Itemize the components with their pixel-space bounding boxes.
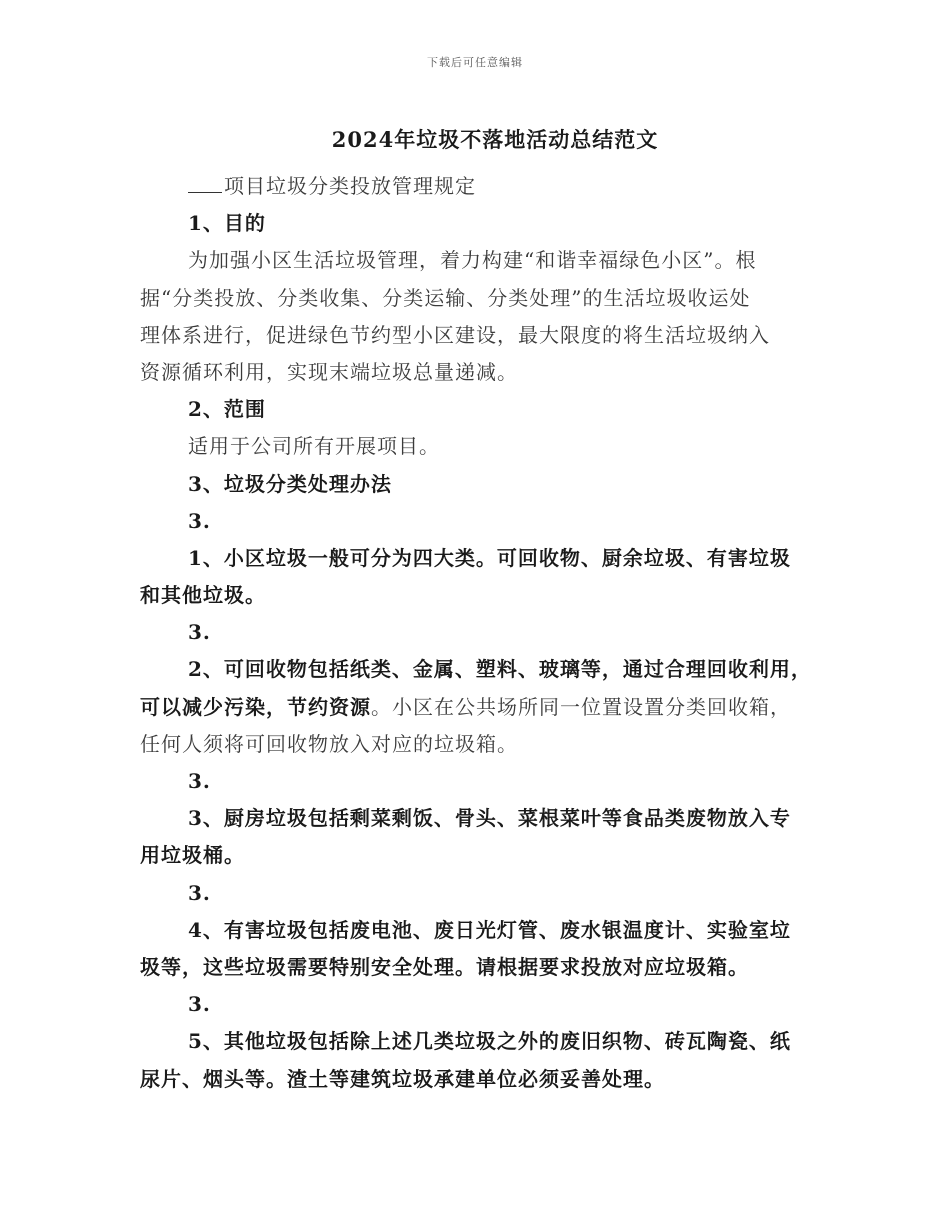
paragraph-line: 2、可回收物包括纸类、金属、塑料、玻璃等，通过合理回收利用， [188, 657, 812, 682]
section-heading-methods: 3、垃圾分类处理办法 [188, 471, 392, 496]
subsection-number: 3. [188, 620, 211, 645]
regulation-heading-text: 项目垃圾分类投放管理规定 [224, 174, 476, 198]
paragraph-line: 据“分类投放、分类收集、分类运输、分类处理”的生活垃圾收运处 [140, 285, 751, 310]
bold-text: 可以减少污染，节约资源 [140, 694, 371, 719]
regulation-heading [140, 168, 812, 205]
paragraph-line: 5、其他垃圾包括除上述几类垃圾之外的废旧织物、砖瓦陶瓷、纸 [188, 1029, 791, 1054]
document-title: 2024年垃圾不落地活动总结范文 [331, 127, 659, 152]
regular-text: 。小区在公共场所同一位置设置分类回收箱， [371, 694, 791, 719]
paragraph-line: 为加强小区生活垃圾管理，着力构建“和谐幸福绿色小区”。根 [188, 248, 757, 273]
paragraph-line: 1、小区垃圾一般可分为四大类。可回收物、厨余垃圾、有害垃圾 [188, 545, 791, 570]
section-heading-scope: 2、范围 [188, 397, 266, 422]
subsection-number: 3. [188, 992, 211, 1017]
paragraph-line: 和其他垃圾。 [140, 583, 266, 608]
paragraph-line [140, 689, 812, 726]
paragraph-line: 3、厨房垃圾包括剩菜剩饭、骨头、菜根菜叶等食品类废物放入专 [188, 806, 791, 831]
blank-underline [188, 174, 222, 193]
subsection-number: 3. [188, 880, 211, 905]
paragraph-line: 理体系进行，促进绿色节约型小区建设，最大限度的将生活垃圾纳入 [140, 322, 770, 347]
subsection-number: 3. [188, 769, 211, 793]
paragraph-line: 适用于公司所有开展项目。 [188, 434, 440, 459]
paragraph-line: 用垃圾桶。 [140, 843, 245, 868]
subsection-number: 3. [188, 508, 211, 533]
document-body [140, 168, 812, 1098]
paragraph-line: 圾等，这些垃圾需要特别安全处理。请根据要求投放对应垃圾箱。 [140, 954, 749, 979]
section-heading-purpose: 1、目的 [188, 211, 266, 236]
paragraph-line: 4、有害垃圾包括废电池、废日光灯管、废水银温度计、实验室垃 [188, 917, 791, 942]
paragraph-line: 尿片、烟头等。渣土等建筑垃圾承建单位必须妥善处理。 [140, 1066, 665, 1091]
paragraph-line: 任何人须将可回收物放入对应的垃圾箱。 [140, 731, 518, 756]
page-header-note: 下载后可任意编辑 [427, 56, 523, 69]
paragraph-line: 资源循环利用，实现末端垃圾总量递减。 [140, 359, 518, 384]
